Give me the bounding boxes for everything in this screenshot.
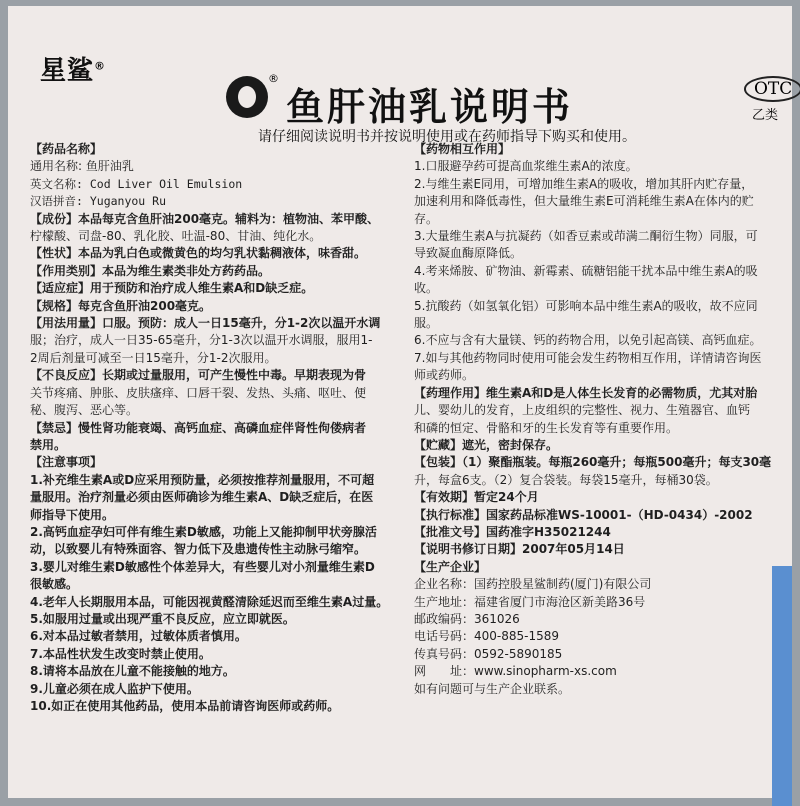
right-line: 【药物相互作用】 bbox=[414, 142, 511, 156]
left-line: 【规格】每克含鱼肝油200毫克。 bbox=[30, 298, 212, 313]
right-line: 7.如与其他药物同时使用可能会发生药物相互作用，详情请咨询医 bbox=[414, 350, 762, 365]
right-line: 传真号码：0592-5890185 bbox=[414, 646, 563, 661]
left-line: 【禁忌】慢性肾功能衰竭、高钙血症、高磷血症伴肾性佝偻病者 bbox=[30, 420, 367, 435]
left-line: 【性状】本品为乳白色或微黄色的均匀乳状黏稠液体，味香甜。 bbox=[30, 246, 367, 261]
right-line: 1.口服避孕药可提高血浆维生素A的浓度。 bbox=[414, 159, 638, 174]
right-line: 【贮藏】遮光，密封保存。 bbox=[414, 437, 559, 452]
right-line: 【批准文号】国药准字H35021244 bbox=[414, 524, 611, 539]
left-line: 【注意事项】 bbox=[30, 455, 103, 470]
right-line: 如有问题可与生产企业联系。 bbox=[414, 681, 571, 696]
left-line: 3.婴儿对维生素D敏感性个体差异大，有些婴儿对小剂量维生素D bbox=[30, 559, 375, 574]
left-line: 服；治疗，成人一日35-65毫升，分1-3次以温开水调服，服用1- bbox=[30, 333, 373, 348]
left-line: 2.高钙血症孕妇可伴有维生素D敏感，功能上又能抑制甲状旁腺活 bbox=[30, 524, 377, 539]
right-line: 和磷的恒定、骨骼和牙的生长发育等有重要作用。 bbox=[414, 420, 679, 435]
right-line: 【说明书修订日期】2007年05月14日 bbox=[414, 542, 625, 557]
logo-registered-mark: ® bbox=[268, 72, 279, 85]
left-line: 英文名称: Cod Liver Oil Emulsion bbox=[30, 176, 243, 191]
left-line: 10.如正在使用其他药品，使用本品前请咨询医师或药师。 bbox=[30, 699, 340, 713]
right-line: 【有效期】暂定24个月 bbox=[414, 490, 539, 505]
right-line: 生产地址：福建省厦门市海沧区新美路36号 bbox=[414, 594, 646, 609]
otc-category: 乙类 bbox=[752, 108, 779, 123]
right-line: 存。 bbox=[414, 211, 439, 226]
left-line: 【成份】本品每克含鱼肝油200毫克。辅料为：植物油、苯甲酸、 bbox=[30, 211, 380, 226]
left-column bbox=[30, 141, 406, 715]
right-line: 4.考来烯胺、矿物油、新霉素、硫糖铝能干扰本品中维生素A的吸 bbox=[414, 263, 758, 278]
right-line: 【执行标准】国家药品标准WS-10001-（HD-0434）-2002 bbox=[414, 507, 753, 522]
instruction-subtitle: 请仔细阅读说明书并按说明使用或在药师指导下购买和使用。 bbox=[258, 129, 636, 145]
header bbox=[38, 28, 793, 145]
right-line: 电话号码：400-885-1589 bbox=[414, 629, 560, 644]
left-line: 【适应症】用于预防和治疗成人维生素A和D缺乏症。 bbox=[30, 281, 314, 296]
left-line: 4.老年人长期服用本品，可能因视黄醛清除延迟而至维生素A过量。 bbox=[30, 594, 389, 609]
right-line: 【生产企业】 bbox=[414, 559, 487, 574]
right-line: 升，每盒6支。（2）复合袋装。每袋15毫升，每桶30袋。 bbox=[414, 472, 718, 487]
fish-logo-icon bbox=[226, 76, 268, 118]
right-line: 【药理作用】维生素A和D是人体生长发育的必需物质，尤其对胎 bbox=[414, 385, 758, 400]
leaflet-sheet bbox=[8, 6, 792, 798]
right-line: 加速利用和降低毒性，但大量维生素E可消耗维生素A在体内的贮 bbox=[414, 194, 754, 209]
left-line: 【作用类别】本品为维生素类非处方药药品。 bbox=[30, 263, 271, 278]
right-line: 收。 bbox=[414, 281, 439, 296]
brand-logo bbox=[40, 50, 106, 87]
left-line: 通用名称: 鱼肝油乳 bbox=[30, 159, 134, 174]
left-line: 【药品名称】 bbox=[30, 142, 103, 156]
left-line: 1.补充维生素A或D应采用预防量，必须按推荐剂量服用，不可超 bbox=[30, 472, 375, 487]
left-line: 6.对本品过敏者禁用，过敏体质者慎用。 bbox=[30, 629, 247, 644]
right-line: 网 址：www.sinopharm-xs.com bbox=[414, 664, 617, 679]
left-line: 量服用。治疗剂量必须由医师确诊为维生素A、D缺乏症后，在医 bbox=[30, 490, 374, 505]
left-line: 【用法用量】口服。预防：成人一日15毫升，分1-2次以温开水调 bbox=[30, 316, 381, 331]
left-line: 禁用。 bbox=[30, 437, 67, 452]
left-line: 2周后剂量可减至一日15毫升，分1-2次服用。 bbox=[30, 350, 277, 365]
left-line: 5.如服用过量或出现严重不良反应，应立即就医。 bbox=[30, 611, 295, 626]
right-line: 6.不应与含有大量镁、钙的药物合用，以免引起高镁、高钙血症。 bbox=[414, 333, 762, 348]
brand-registered-mark: ® bbox=[94, 59, 107, 73]
left-line: 师指导下使用。 bbox=[30, 507, 115, 522]
right-line: 【包装】（1）聚酯瓶装。每瓶260毫升；每瓶500毫升；每支30毫 bbox=[414, 455, 772, 470]
right-line: 企业名称：国药控股星鲨制药(厦门)有限公司 bbox=[414, 577, 652, 592]
brand-name: 星鲨 bbox=[40, 56, 95, 86]
page-title: 鱼肝油乳说明书 bbox=[286, 85, 574, 129]
right-line: 师或药师。 bbox=[414, 368, 475, 383]
left-line: 【不良反应】长期或过量服用，可产生慢性中毒。早期表现为骨 bbox=[30, 368, 367, 383]
right-line: 儿、婴幼儿的发育，上皮组织的完整性、视力、生殖器官、血钙 bbox=[414, 403, 751, 418]
left-line: 动，以致婴儿有特殊面容、智力低下及患遗传性主动脉弓缩窄。 bbox=[30, 542, 367, 557]
right-line: 邮政编码：361026 bbox=[414, 611, 520, 626]
otc-badge: OTC bbox=[744, 76, 800, 102]
right-line: 2.与维生素E同用，可增加维生素A的吸收，增加其肝内贮存量， bbox=[414, 176, 754, 191]
left-line: 很敏感。 bbox=[30, 577, 79, 592]
right-line: 5.抗酸药（如氢氧化铝）可影响本品中维生素A的吸收，故不应同 bbox=[414, 298, 758, 313]
left-line: 8.请将本品放在儿童不能接触的地方。 bbox=[30, 664, 235, 679]
right-line: 3.大量维生素A与抗凝药（如香豆素或茚满二酮衍生物）同服，可 bbox=[414, 229, 758, 244]
left-line: 9.儿童必须在成人监护下使用。 bbox=[30, 681, 199, 696]
left-line: 柠檬酸、司盘-80、乳化胶、吐温-80、甘油、纯化水。 bbox=[30, 229, 322, 244]
left-line: 7.本品性状发生改变时禁止使用。 bbox=[30, 646, 211, 661]
right-line: 服。 bbox=[414, 316, 439, 331]
left-line: 关节疼痛、肿胀、皮肤瘙痒、口唇干裂、发热、头痛、呕吐、便 bbox=[30, 385, 367, 400]
left-line: 汉语拼音: Yuganyou Ru bbox=[30, 194, 167, 209]
right-line: 导致凝血酶原降低。 bbox=[414, 246, 523, 261]
left-line: 秘、腹泻、恶心等。 bbox=[30, 403, 139, 418]
right-column bbox=[414, 141, 792, 698]
